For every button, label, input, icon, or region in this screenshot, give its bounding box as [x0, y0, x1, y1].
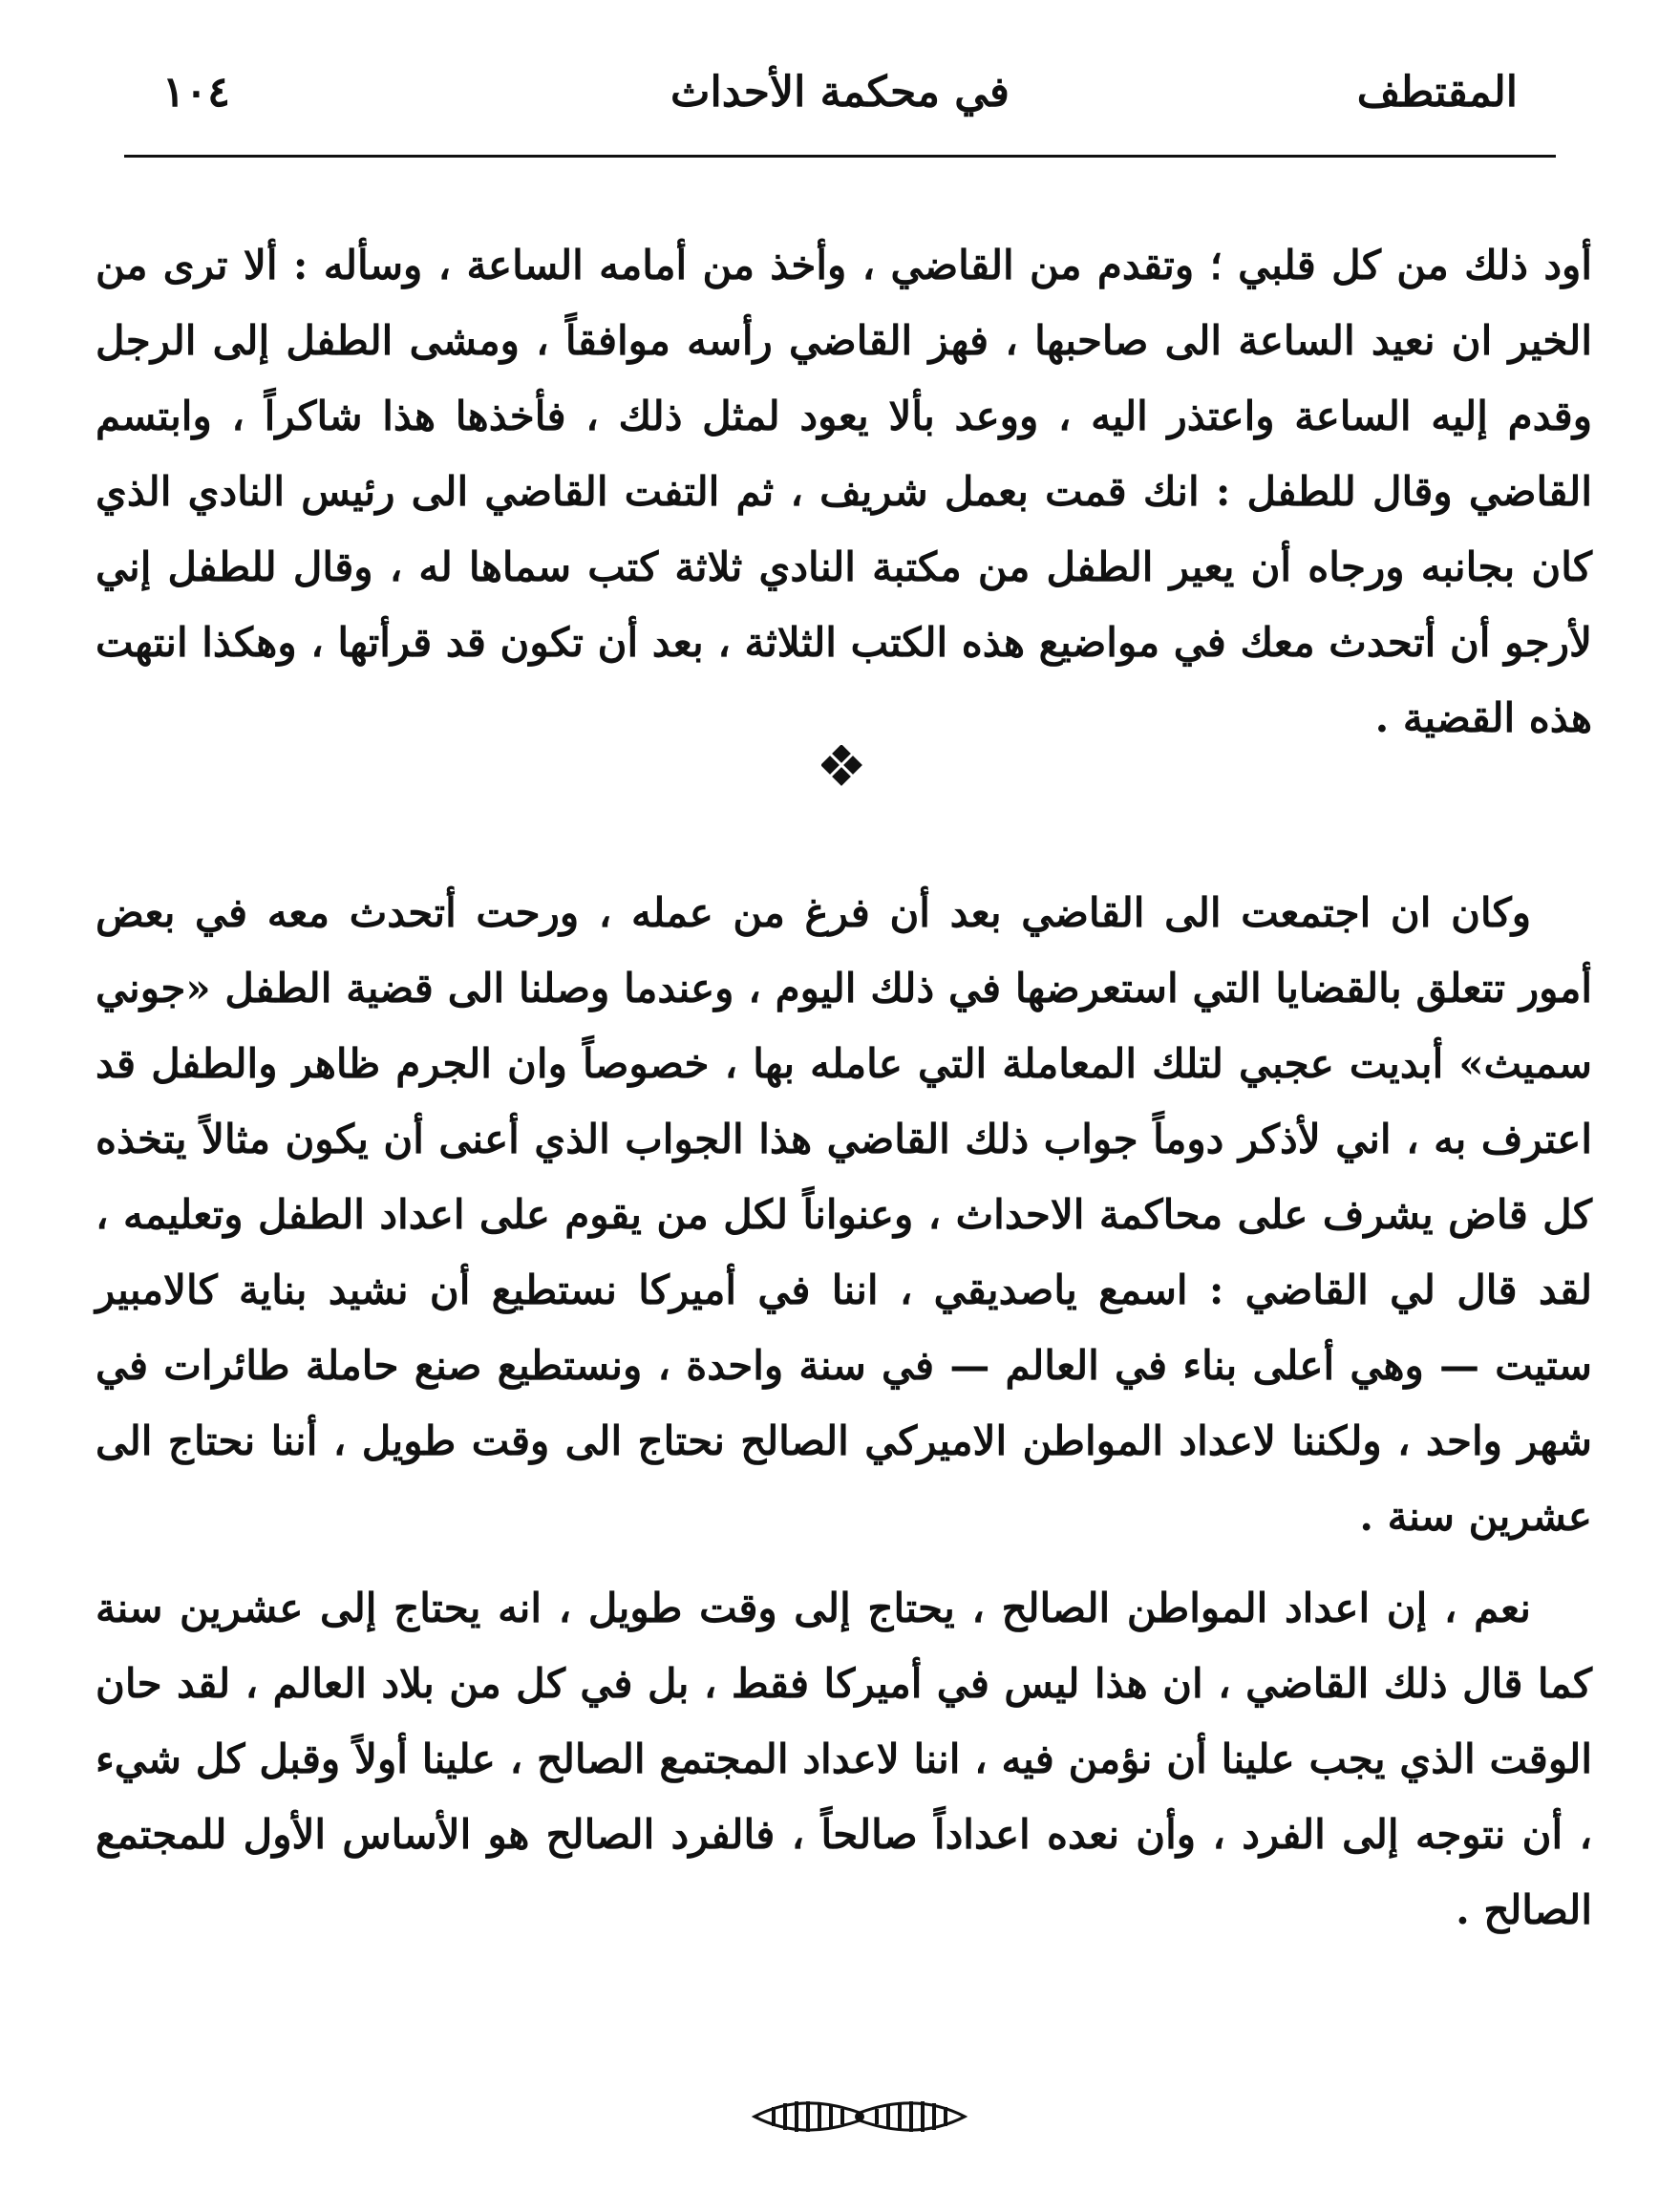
paragraph-1: أود ذلك من كل قلبي ؛ وتقدم من القاضي ، وأخذ من أمامه الساعة ، وسأله : ألا ترى من الخير ان نعيد الساعة الى صاحبها ، فهز القاضي رأسه موافقاً ، ومشى الطفل إلى الرجل وقدم إليه الساعة واعتذر اليه ، ووعد بألا يعود لمثل ذلك ، فأخذها هذا شاكراً ، وابتسم القاضي وقال للطفل : انك قمت بعمل شريف ، ثم التفت القاضي الى رئيس النادي الذي كان بجانبه ورجاه أن يعير الطفل من مكتبة النادي ثلاثة كتب سماها له ، وقال للطفل إني لأرجو أن أتحدث معك في مواضيع هذه الكتب الثلاثة ، بعد أن تكون قد قرأتها ، وهكذا انتهت هذه القضية . — [96, 242, 1592, 741]
page-number: ١٠٤ — [162, 68, 230, 117]
journal-name: المقتطف — [1356, 68, 1518, 117]
paragraph-3: نعم ، إن اعداد المواطن الصالح ، يحتاج إلى وقت طويل ، انه يحتاج إلى عشرين سنة كما قال ذلك القاضي ، ان هذا ليس في أميركا فقط ، بل في كل من بلاد العالم ، لقد حان الوقت الذي يجب علينا أن نؤمن فيه ، اننا لاعداد المجتمع الصالح ، علينا أولاً وقبل كل شيء ، أن نتوجه إلى الفرد ، وأن نعده اعداداً صالحاً ، فالفرد الصالح هو الأساس الأول للمجتمع الصالح . — [96, 1585, 1592, 1933]
header-rule — [124, 155, 1556, 158]
end-ornament-icon — [745, 2088, 974, 2145]
page-header — [124, 59, 1556, 136]
chapter-title: في محكمة الأحداث — [670, 68, 1010, 117]
section-divider — [0, 745, 1680, 798]
diamond-ornament-icon — [821, 745, 863, 787]
paragraph-2: وكان ان اجتمعت الى القاضي بعد أن فرغ من عمله ، ورحت أتحدث معه في بعض أمور تتعلق بالقضايا التي استعرضها في ذلك اليوم ، وعندما وصلنا الى قضية الطفل «جوني سميث» أبديت عجبي لتلك المعاملة التي عامله بها ، خصوصاً وان الجرم ظاهر والطفل قد اعترف به ، اني لأذكر دوماً جواب ذلك القاضي هذا الجواب الذي أعنى أن يكون مثالاً يتخذه كل قاض يشرف على محاكمة الاحداث ، وعنواناً لكل من يقوم على اعداد الطفل وتعليمه ، لقد قال لي القاضي : اسمع ياصديقي ، اننا في أميركا نستطيع أن نشيد بناية كالامبير ستيت — وهي أعلى بناء في العالم — في سنة واحدة ، ونستطيع صنع حاملة طائرات في شهر واحد ، ولكننا لاعداد المواطن الاميركي الصالح نحتاج الى وقت طويل ، أننا نحتاج الى عشرين سنة . — [96, 889, 1592, 1540]
